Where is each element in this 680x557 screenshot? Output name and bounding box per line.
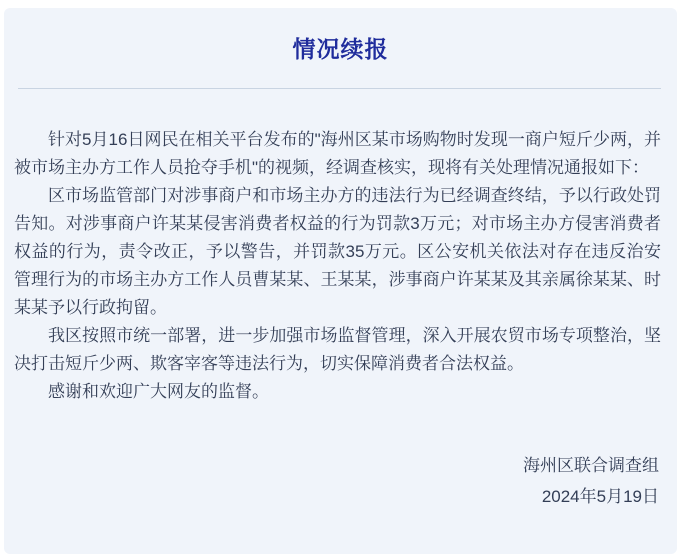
paragraph-measures: 我区按照市统一部署，进一步加强市场监督管理，深入开展农贸市场专项整治，坚决打击短斤少两、欺客宰客等违法行为，切实保障消费者合法权益。 xyxy=(14,326,661,373)
notice-card xyxy=(4,8,677,554)
paragraph-penalties: 区市场监管部门对涉事商户和市场主办方的违法行为已经调查终结，予以行政处罚告知。对涉事商户许某某侵害消费者权益的行为罚款3万元；对市场主办方侵害消费者权益的行为，责令改正，予以警告，并罚款35万元。区公安机关依法对存在违反治安管理行为的市场主办方工作人员曹某某、王某某，涉事商户许某某及其亲属徐某某、时某某予以行政拘留。 xyxy=(14,186,661,317)
notice-body xyxy=(4,126,677,406)
paragraph-thanks: 感谢和欢迎广大网友的监督。 xyxy=(48,382,269,401)
signature-block xyxy=(4,450,677,512)
signature-org: 海州区联合调查组 xyxy=(523,456,659,475)
title-divider xyxy=(18,88,661,89)
signature-date: 2024年5月19日 xyxy=(541,487,659,506)
paragraph-intro: 针对5月16日网民在相关平台发布的"海州区某市场购物时发现一商户短斤少两，并被市场主办方工作人员抢夺手机"的视频，经调查核实，现将有关处理情况通报如下： xyxy=(14,130,661,177)
notice-title: 情况续报 xyxy=(292,36,389,62)
